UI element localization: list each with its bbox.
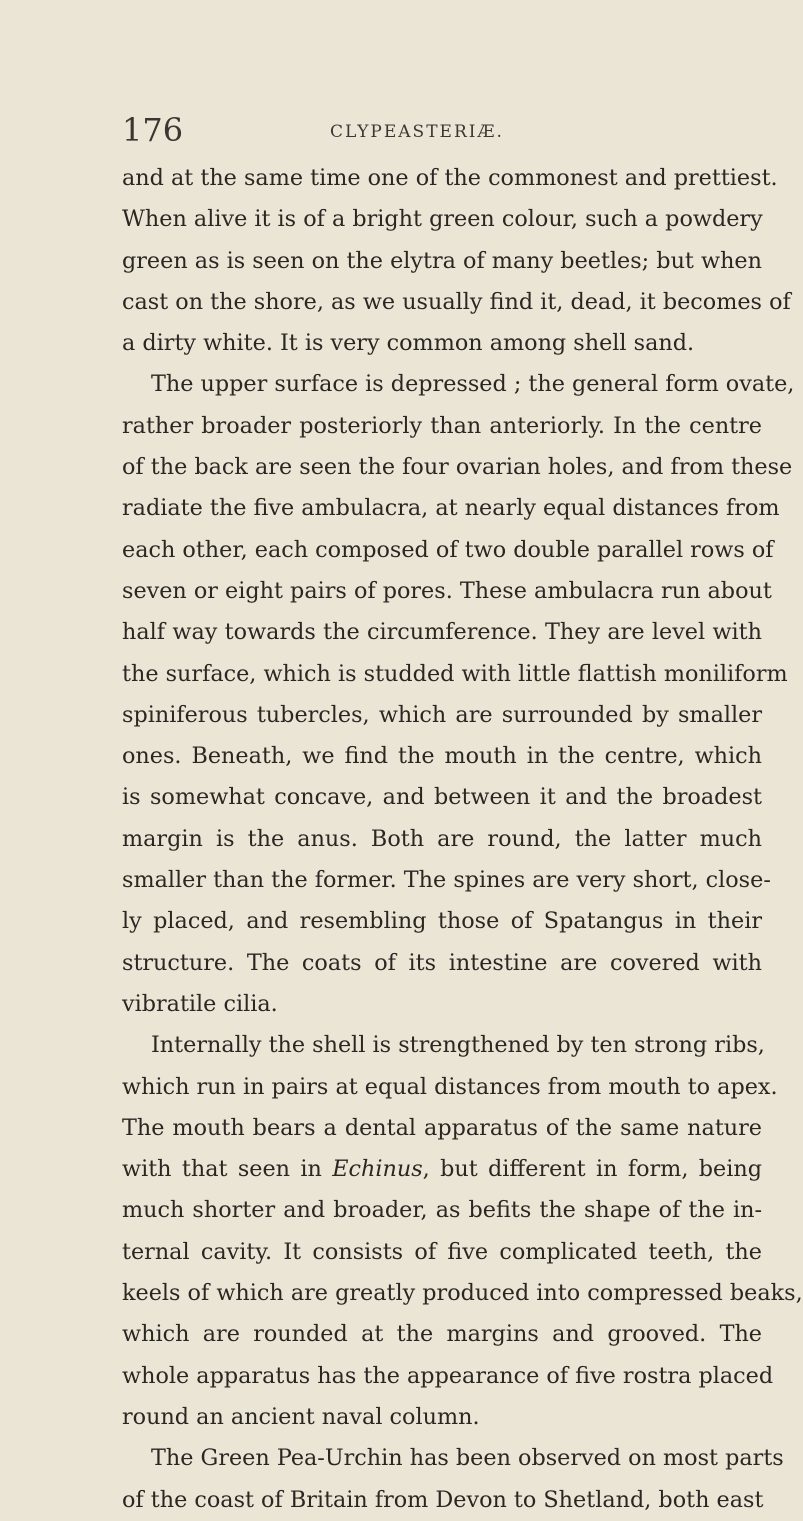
text-line: half way towards the circumference. They are level with	[122, 619, 762, 646]
text-line: seven or eight pairs of pores. These ambulacra run about	[122, 577, 772, 604]
running-head	[122, 112, 762, 152]
text-line: green as is seen on the elytra of many beetles; but when	[122, 247, 762, 274]
text-line: ly placed, and resembling those of Spatangus in their	[122, 908, 762, 935]
text-line: vibratile cilia.	[122, 990, 278, 1017]
text-line: with that seen in Echinus, but different in form, being	[122, 1156, 762, 1183]
text-line: ternal cavity. It consists of five complicated teeth, the	[122, 1238, 762, 1265]
text-line: the surface, which is studded with little flattish moniliform	[122, 660, 788, 687]
body-text	[122, 158, 803, 1521]
text-line: smaller than the former. The spines are very short, close-	[122, 867, 771, 894]
text-line: When alive it is of a bright green colour, such a powdery	[122, 206, 763, 233]
text-line: of the back are seen the four ovarian holes, and from these	[122, 454, 793, 481]
paragraph	[122, 158, 791, 364]
text-line: The upper surface is depressed ; the general form ovate,	[151, 371, 795, 398]
text-line: radiate the five ambulacra, at nearly equal distances from	[122, 495, 780, 522]
text-line: ones. Beneath, we find the mouth in the centre, which	[122, 743, 762, 770]
text-line: of the coast of Britain from Devon to Shetland, both east	[122, 1486, 764, 1513]
text-line: The Green Pea-Urchin has been observed on most parts	[151, 1445, 784, 1472]
text-line: Internally the shell is strengthened by ten strong ribs,	[151, 1032, 765, 1059]
text-line: much shorter and broader, as befits the shape of the in-	[122, 1197, 762, 1224]
text-line: round an ancient naval column.	[122, 1403, 480, 1430]
text-line: whole apparatus has the appearance of five rostra placed	[122, 1362, 774, 1389]
text-line: which run in pairs at equal distances from mouth to apex.	[122, 1073, 778, 1100]
text-line: keels of which are greatly produced into compressed beaks,	[122, 1280, 803, 1307]
text-line: cast on the shore, as we usually find it, dead, it becomes of	[122, 288, 791, 315]
text-line: rather broader posteriorly than anteriorly. In the centre	[122, 412, 762, 439]
text-line: margin is the anus. Both are round, the latter much	[122, 825, 762, 852]
text-line: The mouth bears a dental apparatus of the same nature	[122, 1114, 762, 1141]
running-title: CLYPEASTERIÆ.	[330, 122, 504, 142]
text-line: which are rounded at the margins and grooved. The	[122, 1321, 762, 1348]
text-line: a dirty white. It is very common among shell sand.	[122, 330, 695, 357]
text-line: is somewhat concave, and between it and the broadest	[122, 784, 762, 811]
paragraph	[122, 364, 795, 1025]
text-line: spiniferous tubercles, which are surrounded by smaller	[122, 701, 762, 728]
text-line: each other, each composed of two double parallel rows of	[122, 536, 774, 563]
paragraph	[122, 1025, 803, 1438]
paragraph	[122, 1438, 784, 1521]
text-line: and at the same time one of the commonest and prettiest.	[122, 165, 778, 191]
page-number: 176	[122, 111, 184, 149]
text-line: structure. The coats of its intestine are covered with	[122, 949, 762, 976]
